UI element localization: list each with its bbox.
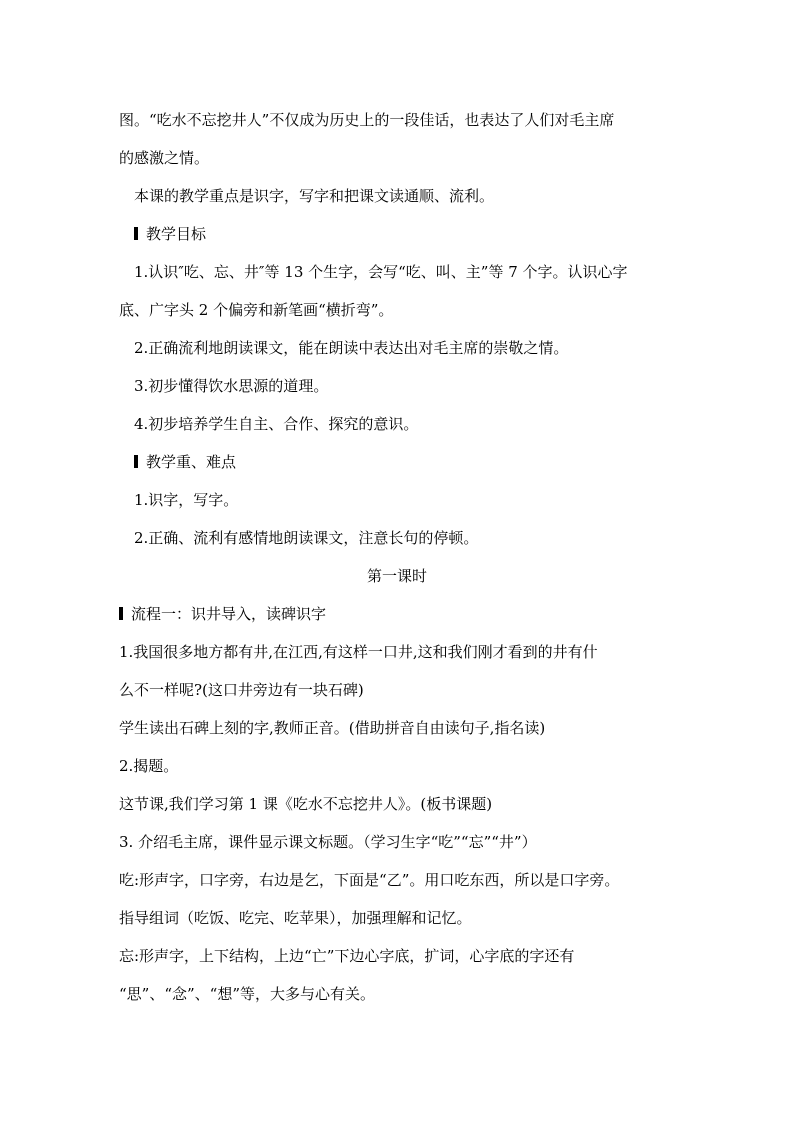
section-heading-key-points (134, 452, 236, 472)
list-item: 3.初步懂得饮水思源的道理。 (134, 377, 329, 395)
step-line: 2.揭题。 (119, 757, 179, 775)
heading-text: 流程一：识井导入，读碑识字 (131, 605, 327, 623)
step-line: 3. 介绍毛主席，课件显示课文标题。（学习生字“吃”“忘”“井”） (119, 833, 537, 851)
list-item: 1.识字，写字。 (134, 491, 239, 509)
paragraph-line: 的感激之情。 (119, 149, 210, 167)
list-item-continuation: 底、广字头 2 个偏旁和新笔画“横折弯”。 (119, 301, 394, 319)
list-item: 2.正确流利地朗读课文，能在朗读中表达出对毛主席的崇敬之情。 (134, 339, 569, 357)
heading-bar-marker (134, 455, 138, 468)
list-item: 4.初步培养学生自主、合作、探究的意识。 (134, 415, 419, 433)
step-line: 1.我国很多地方都有井,在江西,有这样一口井,这和我们刚才看到的井有什 (119, 643, 598, 661)
paragraph-line: 本课的教学重点是识字，写字和把课文读通顺、流利。 (134, 187, 495, 205)
character-explanation: 吃:形声字，口字旁，右边是乞，下面是“乙”。用口吃东西，所以是口字旁。 (119, 871, 620, 889)
paragraph-line: 图。“吃水不忘挖井人”不仅成为历史上的一段佳话，也表达了人们对毛主席 (119, 111, 615, 129)
heading-text: 教学重、难点 (146, 453, 237, 471)
list-item: 2.正确、流利有感情地朗读课文，注意长句的停顿。 (134, 529, 479, 547)
step-line: 这节课,我们学习第 1 课《吃水不忘挖井人》。(板书课题) (119, 795, 493, 813)
character-explanation: “思”、“念”、“想”等，大多与心有关。 (119, 985, 376, 1003)
lesson-title: 第一课时 (366, 567, 427, 585)
section-heading-objectives (134, 224, 206, 244)
heading-bar-marker (134, 227, 138, 240)
section-heading-process1 (119, 604, 326, 624)
character-explanation: 指导组词（吃饭、吃完、吃苹果），加强理解和记忆。 (119, 909, 472, 927)
step-line: 学生读出石碑上刻的字,教师正音。(借助拼音自由读句子,指名读) (119, 719, 546, 737)
step-line: 么不一样呢?(这口井旁边有一块石碑) (119, 681, 364, 699)
list-item: 1.认识″吃、忘、井″等 13 个生字，会写“吃、叫、主”等 7 个字。认识心字 (134, 263, 628, 281)
heading-bar-marker (119, 607, 123, 620)
heading-text: 教学目标 (146, 225, 207, 243)
character-explanation: 忘:形声字，上下结构，上边“亡”下边心字底，扩词，心字底的字还有 (119, 947, 575, 965)
